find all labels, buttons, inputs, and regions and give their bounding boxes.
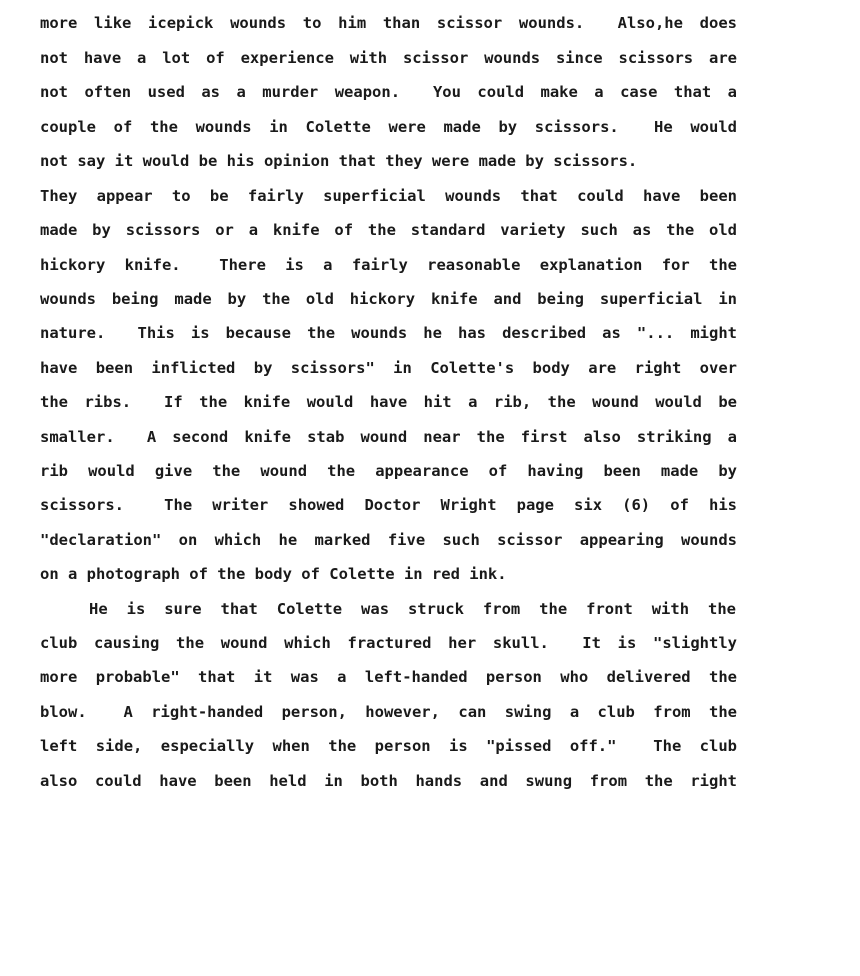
text-line: the ribs. If the knife would have hit a rib, the wound would be xyxy=(40,393,737,411)
text-line: more probable" that it was a left-handed person who delivered the xyxy=(40,668,737,686)
text-line: not have a lot of experience with scissor wounds since scissors are xyxy=(40,49,737,67)
text-line: also could have been held in both hands and swung from the right xyxy=(40,772,737,790)
text-line: scissors. The writer showed Doctor Wright page six (6) of his xyxy=(40,496,737,514)
text-line: couple of the wounds in Colette were made by scissors. He would xyxy=(40,118,737,136)
text-line: more like icepick wounds to him than scissor wounds. Also,he does xyxy=(40,14,737,32)
text-line: not say it would be his opinion that they were made by scissors. xyxy=(40,152,638,170)
text-line: They appear to be fairly superficial wounds that could have been xyxy=(40,187,737,205)
paragraph-first-line: He is sure that Colette was struck from the front with the xyxy=(89,600,736,618)
text-line: nature. This is because the wounds he has described as "... might xyxy=(40,324,737,342)
text-line: left side, especially when the person is "pissed off." The club xyxy=(40,737,737,755)
text-line: made by scissors or a knife of the standard variety such as the old xyxy=(40,221,737,239)
text-line: blow. A right-handed person, however, can swing a club from the xyxy=(40,703,737,721)
text-line: "declaration" on which he marked five such scissor appearing wounds xyxy=(40,531,737,549)
text-line: rib would give the wound the appearance of having been made by xyxy=(40,462,737,480)
text-line: not often used as a murder weapon. You could make a case that a xyxy=(40,83,737,101)
text-line: on a photograph of the body of Colette in red ink. xyxy=(40,565,507,583)
text-line: have been inflicted by scissors" in Colette's body are right over xyxy=(40,359,737,377)
text-line: hickory knife. There is a fairly reasonable explanation for the xyxy=(40,256,737,274)
text-line: wounds being made by the old hickory knife and being superficial in xyxy=(40,290,737,308)
text-line: club causing the wound which fractured her skull. It is "slightly xyxy=(40,634,737,652)
text-line: smaller. A second knife stab wound near the first also striking a xyxy=(40,428,737,446)
